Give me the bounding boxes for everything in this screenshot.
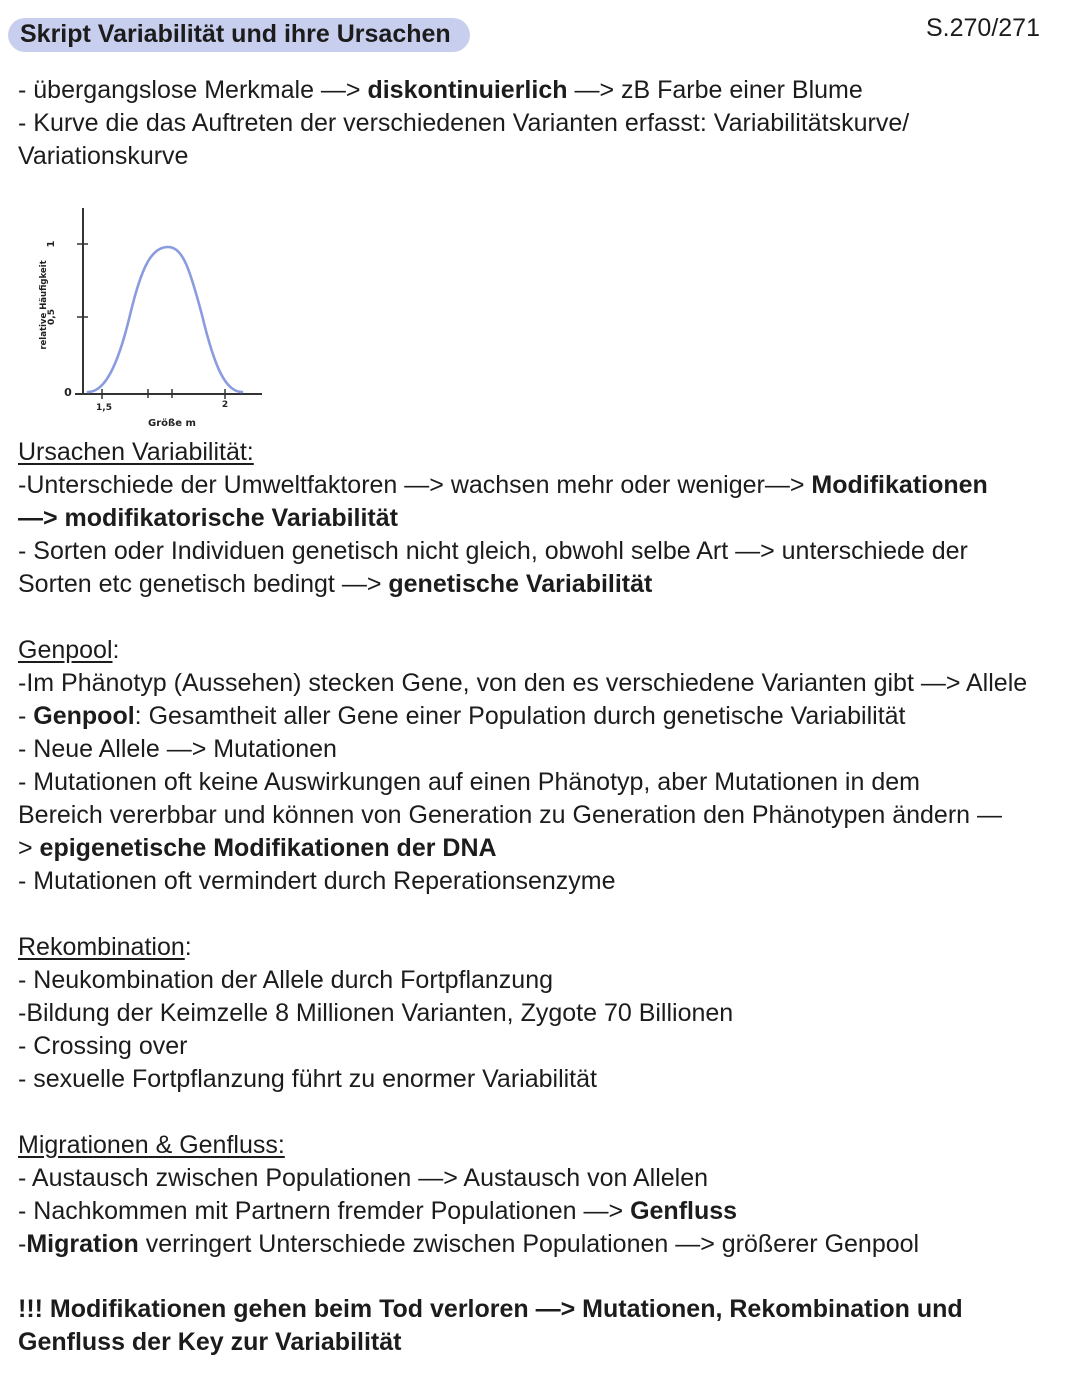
summary-bold: !!! Modifikationen gehen beim Tod verloren —> Mutationen, Rekombination und: [18, 1295, 963, 1323]
ursachen-text: -Unterschiede der Umweltfaktoren —> wachsen mehr oder weniger—>: [18, 471, 812, 499]
genpool-text: : Gesamtheit aller Gene einer Population durch genetische Variabilität: [134, 702, 906, 730]
heading-rekombination-row: [18, 931, 192, 964]
intro-line-3: Variationskurve: [18, 142, 189, 170]
migration-line-2: [18, 1195, 737, 1228]
intro-line-1: [18, 74, 863, 107]
intro-text: - übergangslose Merkmale —>: [18, 76, 368, 104]
rekombination-line-4: - sexuelle Fortpflanzung führt zu enormer Variabilität: [18, 1065, 597, 1093]
ursachen-bold: Modifikationen: [811, 471, 988, 499]
ursachen-line-4: [18, 568, 652, 601]
migration-bold: Migration: [26, 1230, 139, 1258]
ursachen-bold: genetische Variabilität: [388, 570, 653, 598]
ursachen-line-2: [18, 502, 398, 535]
heading-rekombination: Rekombination: [18, 933, 185, 961]
migration-text: - Nachkommen mit Partnern fremder Populationen —>: [18, 1197, 631, 1225]
heading-genpool: Genpool: [18, 636, 113, 664]
genpool-text: >: [18, 834, 40, 862]
genpool-text: -: [18, 702, 34, 730]
variation-curve: [88, 247, 242, 392]
summary-bold: Genfluss der Key zur Variabilität: [18, 1328, 402, 1356]
intro-text: —> zB Farbe einer Blume: [567, 76, 863, 104]
y-tick-label-0: 0: [64, 386, 72, 399]
genpool-line-6: [18, 832, 497, 865]
migration-text: verringert Unterschiede zwischen Populationen —> größerer Genpool: [138, 1230, 920, 1258]
rekombination-line-3: - Crossing over: [18, 1032, 188, 1060]
migration-bold: Genfluss: [630, 1197, 738, 1225]
ursachen-bold: —> modifikatorische Variabilität: [18, 504, 398, 532]
x-axis-label: Größe m: [148, 418, 196, 429]
ursachen-line-3: - Sorten oder Individuen genetisch nicht gleich, obwohl selbe Art —> unterschiede der: [18, 537, 968, 565]
x-tick-label-2: 2: [221, 400, 229, 410]
heading-genpool-row: [18, 634, 119, 667]
heading-ursachen: Ursachen Variabilität:: [18, 438, 254, 466]
summary-line-2: [18, 1326, 401, 1359]
rekombination-line-2: -Bildung der Keimzelle 8 Millionen Varianten, Zygote 70 Billionen: [18, 999, 734, 1027]
intro-line-2: - Kurve die das Auftreten der verschiedenen Varianten erfasst: Variabilitätskurve/: [18, 109, 910, 137]
migration-text: -: [18, 1230, 27, 1258]
genpool-line-1: -Im Phänotyp (Aussehen) stecken Gene, von den es verschiedene Varianten gibt —> Allele: [18, 669, 1028, 697]
genpool-bold: Genpool: [33, 702, 135, 730]
y-axis-label: relative Häufigkeit: [39, 260, 49, 350]
heading-colon: :: [112, 636, 120, 664]
genpool-line-2: [18, 700, 906, 733]
genpool-line-5: Bereich vererbbar und können von Generation zu Generation den Phänotypen ändern —: [18, 801, 1002, 829]
heading-migration: Migrationen & Genfluss:: [18, 1131, 285, 1159]
variability-curve-graph: [30, 200, 280, 440]
page-title: Skript Variabilität und ihre Ursachen: [20, 20, 451, 48]
genpool-bold: epigenetische Modifikationen der DNA: [39, 834, 497, 862]
intro-bold: diskontinuierlich: [367, 76, 568, 104]
page-reference: S.270/271: [926, 14, 1040, 42]
genpool-line-4: - Mutationen oft keine Auswirkungen auf einen Phänotyp, aber Mutationen in dem: [18, 768, 920, 796]
ursachen-text: Sorten etc genetisch bedingt —>: [18, 570, 389, 598]
y-tick-label-05: 0,5: [47, 309, 57, 325]
genpool-line-7: - Mutationen oft vermindert durch Reperationsenzyme: [18, 867, 616, 895]
ursachen-line-1: [18, 469, 988, 502]
rekombination-line-1: - Neukombination der Allele durch Fortpflanzung: [18, 966, 554, 994]
summary-line-1: [18, 1293, 963, 1326]
heading-colon: :: [184, 933, 192, 961]
migration-line-1: - Austausch zwischen Populationen —> Austausch von Allelen: [18, 1164, 709, 1192]
y-tick-label-1: 1: [46, 240, 57, 248]
title-highlight: [8, 18, 470, 52]
migration-line-3: [18, 1228, 919, 1261]
x-tick-label-15: 1,5: [96, 403, 112, 413]
genpool-line-3: - Neue Allele —> Mutationen: [18, 735, 337, 763]
